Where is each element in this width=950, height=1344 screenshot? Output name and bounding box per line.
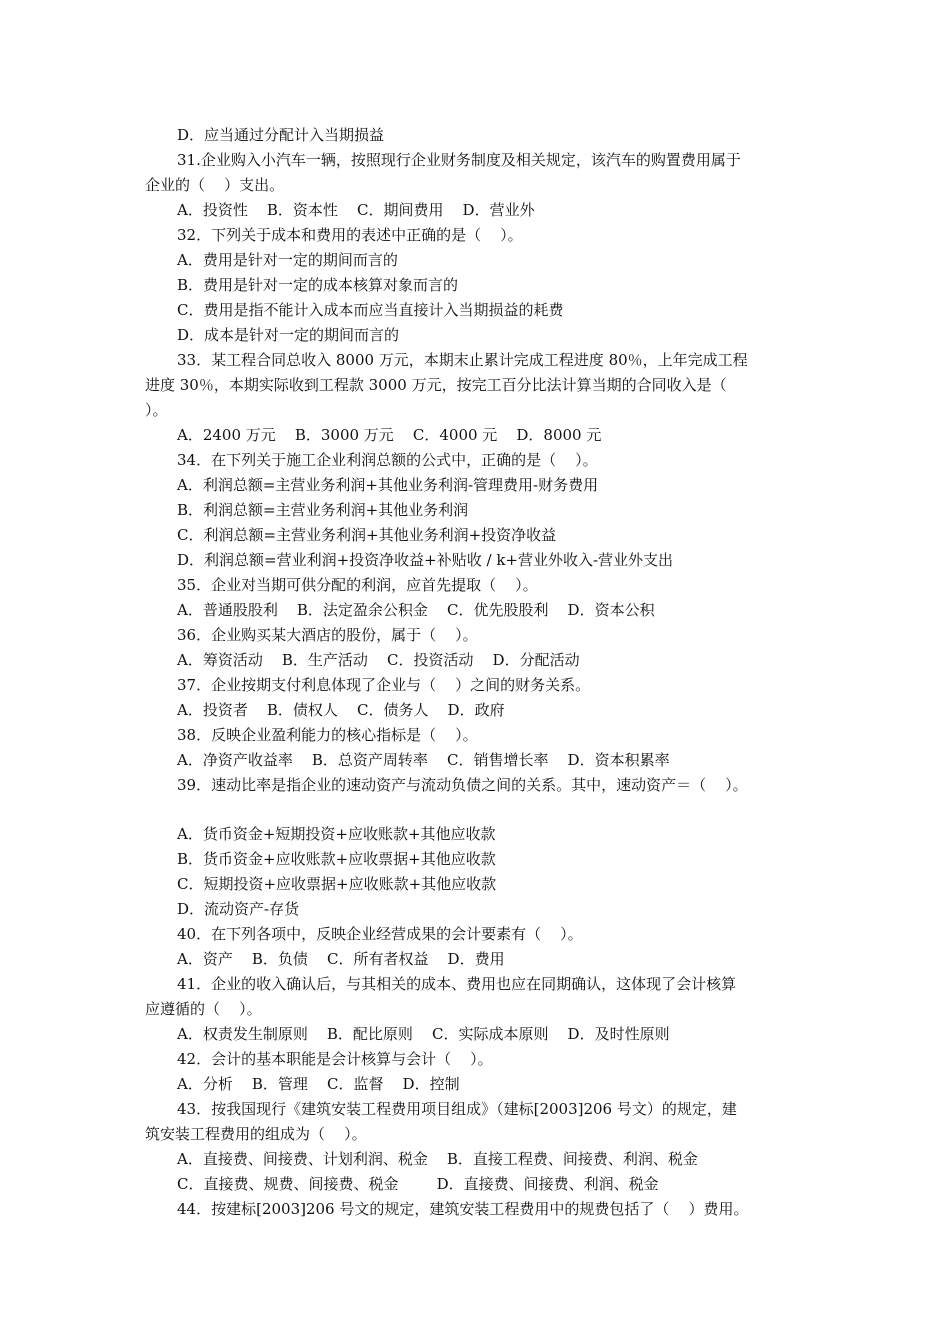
question-39: 39．速动比率是指企业的速动资产与流动负债之间的关系。其中，速动资产＝（ ）。 xyxy=(177,776,748,794)
option-39-b: B．货币资金+应收账款+应收票据+其他应收款 xyxy=(177,850,496,868)
question-31-cont: 企业的（ ）支出。 xyxy=(145,176,285,194)
question-43: 43．按我国现行《建筑安装工程费用项目组成》（建标[2003]206 号文）的规定，建 xyxy=(177,1100,737,1118)
options-35: A．普通股股利 B．法定盈余公积金 C．优先股股利 D．资本公积 xyxy=(177,601,655,619)
question-36: 36．企业购买某大酒店的股份，属于（ ）。 xyxy=(177,626,478,644)
question-34: 34．在下列关于施工企业利润总额的公式中，正确的是（ ）。 xyxy=(177,451,598,469)
question-32: 32．下列关于成本和费用的表述中正确的是（ ）。 xyxy=(177,226,523,244)
question-41: 41．企业的收入确认后，与其相关的成本、费用也应在同期确认，这体现了会计核算 xyxy=(177,975,737,993)
option-34-d: D．利润总额=营业利润+投资净收益+补贴收 / k+营业外收入-营业外支出 xyxy=(177,551,674,569)
options-40: A．资产 B．负债 C．所有者权益 D．费用 xyxy=(177,950,505,968)
options-38: A．净资产收益率 B．总资产周转率 C．销售增长率 D．资本积累率 xyxy=(177,751,670,769)
options-33: A．2400 万元 B．3000 万元 C．4000 元 D．8000 元 xyxy=(177,426,602,444)
options-41: A．权责发生制原则 B．配比原则 C．实际成本原则 D．及时性原则 xyxy=(177,1025,670,1043)
option-39-d: D．流动资产-存货 xyxy=(177,900,300,918)
options-42: A．分析 B．管理 C．监督 D．控制 xyxy=(177,1075,460,1093)
option-34-b: B．利润总额=主营业务利润+其他业务利润 xyxy=(177,501,469,519)
option-32-a: A．费用是针对一定的期间而言的 xyxy=(177,251,398,269)
question-41-cont: 应遵循的（ ）。 xyxy=(145,1000,262,1018)
options-43-cd: C．直接费、规费、间接费、税金 D．直接费、间接费、利润、税金 xyxy=(177,1175,659,1193)
question-40: 40．在下列各项中，反映企业经营成果的会计要素有（ ）。 xyxy=(177,925,583,943)
option-39-a: A．货币资金+短期投资+应收账款+其他应收款 xyxy=(177,825,496,843)
question-44: 44．按建标[2003]206 号文的规定，建筑安装工程费用中的规费包括了（ ）费用。 xyxy=(177,1200,749,1218)
option-34-c: C．利润总额=主营业务利润+其他业务利润+投资净收益 xyxy=(177,526,557,544)
option-39-c: C．短期投资+应收票据+应收账款+其他应收款 xyxy=(177,875,497,893)
options-36: A．筹资活动 B．生产活动 C．投资活动 D．分配活动 xyxy=(177,651,580,669)
options-43-ab: A．直接费、间接费、计划利润、税金 B．直接工程费、间接费、利润、税金 xyxy=(177,1150,698,1168)
question-33: 33．某工程合同总收入 8000 万元，本期末止累计完成工程进度 80％，上年完成工程 xyxy=(177,351,748,369)
question-42: 42．会计的基本职能是会计核算与会计（ ）。 xyxy=(177,1050,493,1068)
question-33-cont: 进度 30％，本期实际收到工程款 3000 万元，按完工百分比法计算当期的合同收入是（ xyxy=(145,376,727,394)
option-30-d: D．应当通过分配计入当期损益 xyxy=(177,126,385,144)
question-33-cont2: ）。 xyxy=(145,401,168,419)
question-31: 31.企业购入小汽车一辆，按照现行企业财务制度及相关规定，该汽车的购置费用属于 xyxy=(177,151,741,169)
options-31: A．投资性 B．资本性 C．期间费用 D．营业外 xyxy=(177,201,535,219)
option-32-d: D．成本是针对一定的期间而言的 xyxy=(177,326,400,344)
options-37: A．投资者 B．债权人 C．债务人 D．政府 xyxy=(177,701,505,719)
question-37: 37．企业按期支付利息体现了企业与（ ）之间的财务关系。 xyxy=(177,676,591,694)
option-32-b: B．费用是针对一定的成本核算对象而言的 xyxy=(177,276,459,294)
question-43-cont: 筑安装工程费用的组成为（ ）。 xyxy=(145,1125,367,1143)
question-35: 35．企业对当期可供分配的利润，应首先提取（ ）。 xyxy=(177,576,538,594)
option-34-a: A．利润总额=主营业务利润+其他业务利润-管理费用-财务费用 xyxy=(177,476,599,494)
question-38: 38．反映企业盈利能力的核心指标是（ ）。 xyxy=(177,726,478,744)
option-32-c: C．费用是指不能计入成本而应当直接计入当期损益的耗费 xyxy=(177,301,564,319)
